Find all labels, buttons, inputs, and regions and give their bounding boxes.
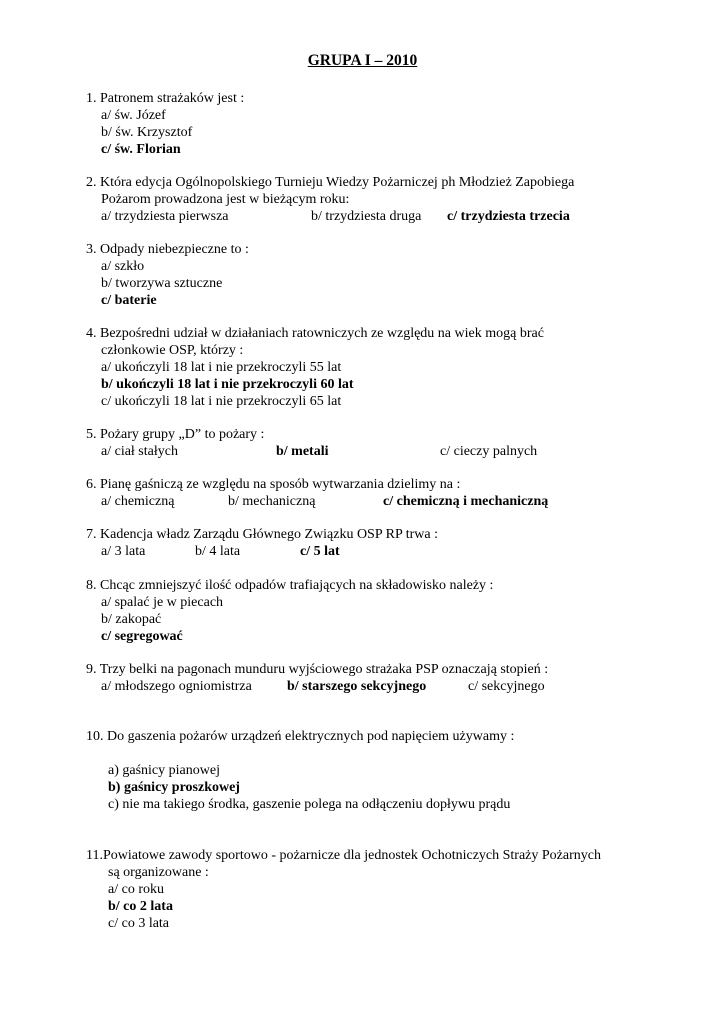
question-1: 1. Patronem strażaków jest : [86, 91, 245, 106]
question-2-line-1: 2. Która edycja Ogólnopolskiego Turnieju Wiedzy Pożarniczej ph Młodzież Zapobiega [86, 175, 575, 190]
q11-answer-c: c/ co 3 lata [108, 916, 170, 931]
question-4-line-2: członkowie OSP, którzy : [101, 343, 244, 358]
q10-answer-a: a) gaśnicy pianowej [108, 763, 220, 778]
q6-answer-c-correct: c/ chemiczną i mechaniczną [383, 494, 549, 509]
q1-answer-c-correct: c/ św. Florian [101, 142, 181, 157]
q11-answer-a: a/ co roku [108, 882, 164, 897]
q1-answer-a: a/ św. Józef [101, 108, 166, 123]
q5-answer-a: a/ ciał stałych [101, 444, 178, 459]
q4-answer-c: c/ ukończyli 18 lat i nie przekroczyli 65 lat [101, 394, 342, 409]
question-6: 6. Pianę gaśniczą ze względu na sposób wytwarzania dzielimy na : [86, 477, 461, 492]
page-title: GRUPA I – 2010 [307, 52, 418, 69]
question-3: 3. Odpady niebezpieczne to : [86, 242, 249, 257]
q1-answer-b: b/ św. Krzysztof [101, 125, 193, 140]
q2-answer-a: a/ trzydziesta pierwsza [101, 209, 229, 224]
q6-answer-b: b/ mechaniczną [228, 494, 316, 509]
q3-answer-c-correct: c/ baterie [101, 293, 157, 308]
q5-answer-c: c/ cieczy palnych [440, 444, 538, 459]
q4-answer-b-correct: b/ ukończyli 18 lat i nie przekroczyli 60 lat [101, 377, 354, 392]
q11-answer-b-correct: b/ co 2 lata [108, 899, 173, 914]
q2-answer-c-correct: c/ trzydziesta trzecia [447, 209, 570, 224]
q2-answer-b: b/ trzydziesta druga [311, 209, 422, 224]
q7-answer-c-correct: c/ 5 lat [300, 544, 340, 559]
question-11-line-1: 11.Powiatowe zawody sportowo - pożarnicze dla jednostek Ochotniczych Straży Pożarnych [86, 848, 601, 863]
question-10: 10. Do gaszenia pożarów urządzeń elektrycznych pod napięciem używamy : [86, 729, 515, 744]
q10-answer-b-correct: b) gaśnicy proszkowej [108, 780, 240, 795]
q4-answer-a: a/ ukończyli 18 lat i nie przekroczyli 55 lat [101, 360, 342, 375]
q8-answer-c-correct: c/ segregować [101, 629, 183, 644]
q5-answer-b-correct: b/ metali [276, 444, 329, 459]
question-2-line-2: Pożarom prowadzona jest w bieżącym roku: [101, 192, 350, 207]
question-8: 8. Chcąc zmniejszyć ilość odpadów trafiających na składowisko należy : [86, 578, 494, 593]
question-11-line-2: są organizowane : [108, 865, 209, 880]
q8-answer-a: a/ spalać je w piecach [101, 595, 224, 610]
q7-answer-b: b/ 4 lata [195, 544, 241, 559]
q9-answer-b-correct: b/ starszego sekcyjnego [287, 679, 427, 694]
question-9: 9. Trzy belki na pagonach munduru wyjściowego strażaka PSP oznaczają stopień : [86, 662, 549, 677]
q3-answer-a: a/ szkło [101, 259, 145, 274]
q8-answer-b: b/ zakopać [101, 612, 162, 627]
q10-answer-c: c) nie ma takiego środka, gaszenie polega na odłączeniu dopływu prądu [108, 797, 511, 812]
question-7: 7. Kadencja władz Zarządu Głównego Związku OSP RP trwa : [86, 527, 438, 542]
q7-answer-a: a/ 3 lata [101, 544, 146, 559]
question-5: 5. Pożary grupy „D” to pożary : [86, 427, 265, 442]
q3-answer-b: b/ tworzywa sztuczne [101, 276, 223, 291]
q6-answer-a: a/ chemiczną [101, 494, 175, 509]
question-4-line-1: 4. Bezpośredni udział w działaniach ratowniczych ze względu na wiek mogą brać [86, 326, 544, 341]
q9-answer-c: c/ sekcyjnego [468, 679, 545, 694]
q9-answer-a: a/ młodszego ogniomistrza [101, 679, 252, 694]
